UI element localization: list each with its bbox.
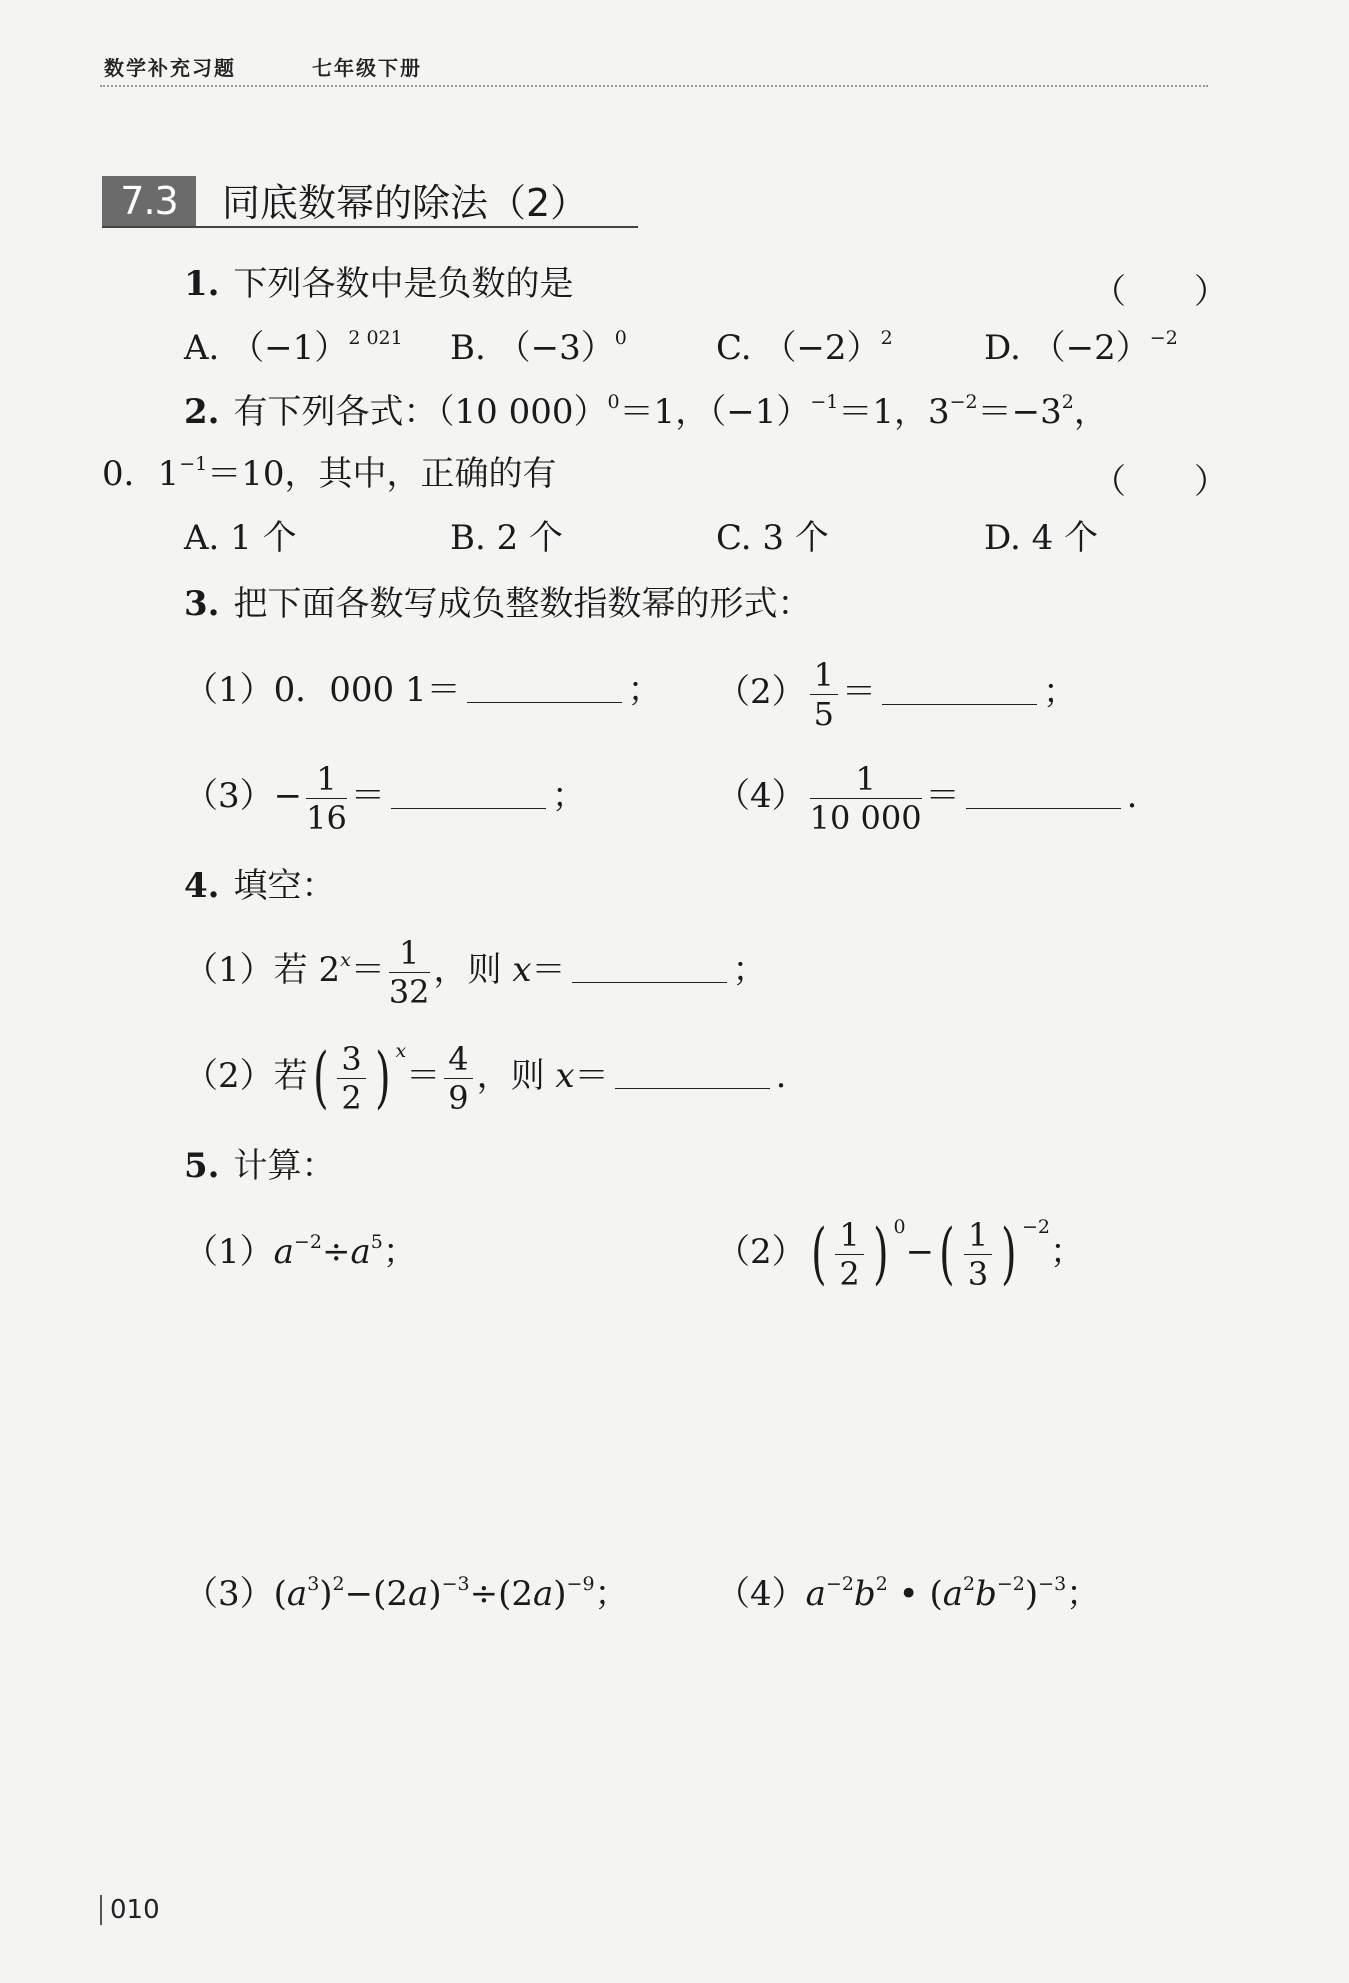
q2-number: 2. [184, 392, 220, 432]
q3-part4: （4） $\frac{1}{10 000}$ ＝ . [716, 759, 1138, 837]
header-title: 数学补充习题 [104, 56, 236, 80]
q3-part3: （3）− $\frac{1}{16}$ ＝ ； [184, 759, 586, 837]
q1-option-a: A. $(-1)^{2 021}$ [184, 327, 403, 368]
q4-part2-inner-fraction: $\frac{3}{2}$ [337, 1040, 365, 1117]
q3-number: 3. [184, 584, 220, 624]
section-underline [102, 226, 638, 228]
q3-part2: （2） $\frac{1}{5}$ ＝ ； [716, 655, 1077, 733]
q1-number: 1. [184, 264, 220, 304]
section-title: 同底数幂的除法（2） [222, 181, 589, 225]
q3-part2-fraction: $\frac{1}{5}$ [810, 656, 838, 733]
q5-part2: （2）( $\frac{1}{2}$ ) $^0$−( $\frac{1}{3}$ ) $^{-2}$； [716, 1215, 1084, 1293]
q1-answer-paren: （ ） [1092, 272, 1228, 312]
q1-option-d: D. $(-2)^{-2}$ [984, 327, 1178, 368]
q2-option-d: D. 4 个 [984, 518, 1099, 558]
q4-part2-blank[interactable] [615, 1058, 770, 1089]
q5-part4: $(4)a^{-2}b^2$ • $(a^2b^{-2})^{-3}$； [716, 1573, 1101, 1614]
q1-option-b: B. $(-3)^0$ [450, 327, 627, 368]
q5-part1: $(1)a^{-2}\div a^5$； [184, 1231, 417, 1272]
q5-part3: $(3)(a^3)^2-(2a)^{-3}\div(2a)^{-9}$； [184, 1573, 629, 1614]
q4-number: 4. [184, 866, 220, 906]
q3-part4-fraction: $\frac{1}{10 000}$ [809, 759, 922, 837]
q4-stem: 填空： [233, 866, 336, 906]
q2-option-c: C. 3 个 [716, 518, 829, 558]
q2-option-b: B. 2 个 [450, 518, 564, 558]
q2-stem-line: 2. 有下列各式：（10 000）$^0$＝1，$(-1)^{-1}=1$，$3^{-2}=-3^2$， [184, 391, 1108, 432]
q3-part2-blank[interactable] [882, 674, 1037, 705]
q3-part4-blank[interactable] [966, 778, 1121, 809]
q2-option-a: A. 1 个 [184, 518, 297, 558]
q5-stem: 计算： [233, 1146, 336, 1186]
q5-part2-fraction1: $\frac{1}{2}$ [835, 1216, 863, 1293]
q5-part2-fraction2: $\frac{1}{3}$ [964, 1216, 992, 1293]
q4-part1-blank[interactable] [572, 952, 727, 983]
q3-part3-blank[interactable] [391, 778, 546, 809]
q1-option-c: C. $(-2)^2$ [716, 327, 893, 368]
q3-stem-line [184, 584, 812, 624]
q3-part1: （1）0．000 1＝ ； [184, 670, 662, 710]
q2-stem-line2: 0．$1^{-1}=10$，其中，正确的有 [102, 453, 557, 494]
q2-answer-paren: （ ） [1092, 462, 1228, 502]
q4-part2-fraction: $\frac{4}{9}$ [444, 1040, 472, 1117]
q3-part3-fraction: $\frac{1}{16}$ [306, 759, 347, 837]
q4-part1-fraction: $\frac{1}{32}$ [388, 933, 430, 1011]
q4-part2: （2）若( $\frac{3}{2}$ ) $^x$＝ $\frac{4}{9}$ ，则 x＝ . [184, 1039, 787, 1117]
q5-number: 5. [184, 1146, 220, 1186]
section-number: 7.3 [102, 176, 196, 226]
q1-stem-line [184, 264, 574, 304]
q5-stem-line [184, 1146, 336, 1186]
q4-stem-line [184, 866, 336, 906]
q3-part1-blank[interactable] [467, 672, 622, 703]
q1-stem: 下列各数中是负数的是 [233, 264, 574, 304]
q4-part1: （1）若 $2^x=$ $\frac{1}{32}$ ，则 x＝ ； [184, 933, 767, 1011]
header-rule [100, 55, 1208, 87]
header-subtitle: 七年级下册 [312, 56, 422, 80]
q3-stem: 把下面各数写成负整数指数幂的形式： [233, 584, 812, 624]
page-number: 010 [100, 1895, 160, 1925]
